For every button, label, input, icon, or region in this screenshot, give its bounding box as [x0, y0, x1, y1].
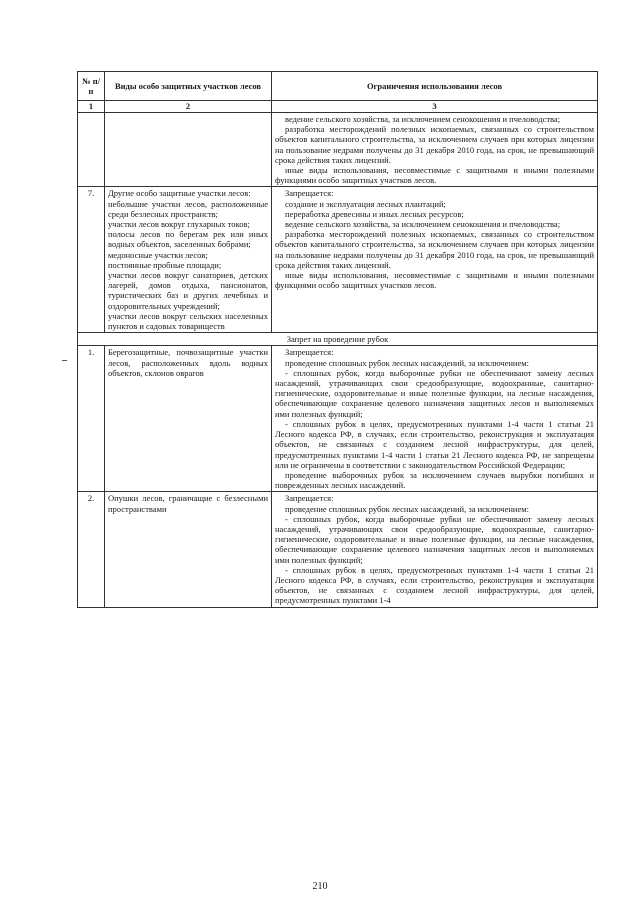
table-row	[78, 492, 598, 607]
row-restrictions-cell	[272, 187, 598, 333]
paragraph: разработка месторождений полезных ископаемых, связанных со строительством объектов капитального строительства, за исключением случаев при которых лицензии на пользование недрами получены до 31 декабря 2010 года, на срок, не превышающий срока действия таких лицензий.	[275, 124, 594, 165]
row-num-cell: 1.	[78, 346, 105, 492]
paragraph: проведение сплошных рубок лесных насаждений, за исключением:	[285, 357, 529, 368]
paragraph: небольшие участки лесов, расположенные среди безлесных пространств;	[108, 198, 268, 219]
header-row	[78, 72, 598, 101]
column-number: 2	[105, 101, 272, 113]
paragraph: проведение выборочных рубок за исключением случаев вырубки погибших и поврежденных лесных насаждений.	[275, 469, 594, 491]
row-type-cell: Берегозащитные, почвозащитные участки лесов, расположенных вдоль водных объектов, склонов оврагов	[105, 346, 272, 492]
row-type-cell	[105, 113, 272, 187]
paragraph: Запрещается:	[285, 493, 334, 504]
paragraph: Запрещается:	[285, 188, 334, 199]
row-num-cell: 7.	[78, 187, 105, 333]
paragraph: медоносные участки лесов;	[108, 249, 208, 260]
paragraph: - сплошных рубок в целях, предусмотренных пунктами 1-4 части 1 статьи 21 Лесного кодекса РФ, в случаях, если строительство, реконструкция и эксплуатация объектов, не связанных с созданием лесной инфраструктуры, для целей, предусмотренных пунктами 1-4	[275, 564, 594, 606]
paragraph: разработка месторождений полезных ископаемых, связанных со строительством объектов капитального строительства, за исключением случаев при которых лицензии на пользование недрами получены до 31 декабря 2010 года, на срок, не превышающий срока действия таких лицензий.	[275, 229, 594, 270]
paragraph: участки лесов вокруг сельских населенных пунктов и садовых товариществ	[108, 310, 268, 332]
paragraph: - сплошных рубок, когда выборочные рубки не обеспечивают замену лесных насаждений, утрачивающих свои средообразующие, водоохранные, санитарно-гигиенические, оздоровительные и иные полезные функции, на лесные насаждения, обеспечивающие сохранение целевого назначения защитных лесов и выполняемых ими полезных функций;	[275, 367, 594, 419]
table-row	[78, 113, 598, 187]
row-num-cell: 2.	[78, 492, 105, 607]
paragraph: переработка древесины и иных лесных ресурсов;	[285, 208, 464, 219]
paragraph: Запрещается:	[285, 347, 334, 358]
table-row	[78, 346, 598, 492]
margin-mark	[62, 360, 67, 361]
section-title: Запрет на проведение рубок	[78, 333, 598, 346]
row-type-cell	[105, 187, 272, 333]
section-header-row	[78, 333, 598, 346]
paragraph: иные виды использования, несовместимые с защитными и иными полезными функциями особо защитных участков лесов.	[275, 165, 594, 186]
paragraph: участки лесов вокруг глухарных токов;	[108, 219, 250, 230]
header-type: Виды особо защитных участков лесов	[105, 72, 272, 101]
row-restrictions-cell	[272, 492, 598, 607]
row-restrictions-cell	[272, 113, 598, 187]
restrictions-table	[77, 71, 598, 608]
row-num-cell	[78, 113, 105, 187]
paragraph: участки лесов вокруг санаториев, детских лагерей, домов отдыха, пансионатов, туристических баз и других лечебных и оздоровительных учреждений;	[108, 270, 268, 311]
paragraph: иные виды использования, несовместимые с защитными и иными полезными функциями особо защитных участков лесов.	[275, 270, 594, 291]
paragraph: создание и эксплуатация лесных плантаций;	[285, 198, 446, 209]
header-restrictions: Ограничения использования лесов	[272, 72, 598, 101]
column-number: 1	[78, 101, 105, 113]
paragraph: полосы лесов по берегам рек или иных водных объектов, заселенных бобрами;	[108, 229, 268, 250]
table-row	[78, 187, 598, 333]
paragraph: Другие особо защитные участки лесов:	[108, 188, 251, 199]
column-number-row	[78, 101, 598, 113]
paragraph: - сплошных рубок, когда выборочные рубки не обеспечивают замену лесных насаждений, утрачивающих свои средообразующие, водоохранные, санитарно-гигиенические, оздоровительные и иные полезные функции, на лесные насаждения, обеспечивающие сохранение целевого назначения защитных лесов и выполняемых ими полезных функций;	[275, 513, 594, 565]
column-number: 3	[272, 101, 598, 113]
paragraph: - сплошных рубок в целях, предусмотренных пунктами 1-4 части 1 статьи 21 Лесного кодекса РФ, в случаях, если строительство, реконструкция и эксплуатация объектов, не связанных с созданием лесной инфраструктуры, для целей, предусмотренных пунктами 1-4 части 1 статьи 21 Лесного кодекса РФ, не запрещены или не ограничены в соответствии с законодательством Российской Федерации;	[275, 418, 594, 470]
header-num: № п/п	[78, 72, 105, 101]
paragraph: проведение сплошных рубок лесных насаждений, за исключением:	[285, 503, 529, 514]
page-number: 210	[312, 881, 328, 892]
paragraph: ведение сельского хозяйства, за исключением сенокошения и пчеловодства;	[285, 219, 561, 230]
paragraph: постоянные пробные площади;	[108, 259, 222, 270]
row-type-cell: Опушки лесов, граничащие с безлесными пространствами	[105, 492, 272, 607]
row-restrictions-cell	[272, 346, 598, 492]
paragraph: ведение сельского хозяйства, за исключением сенокошения и пчеловодства;	[285, 114, 561, 124]
